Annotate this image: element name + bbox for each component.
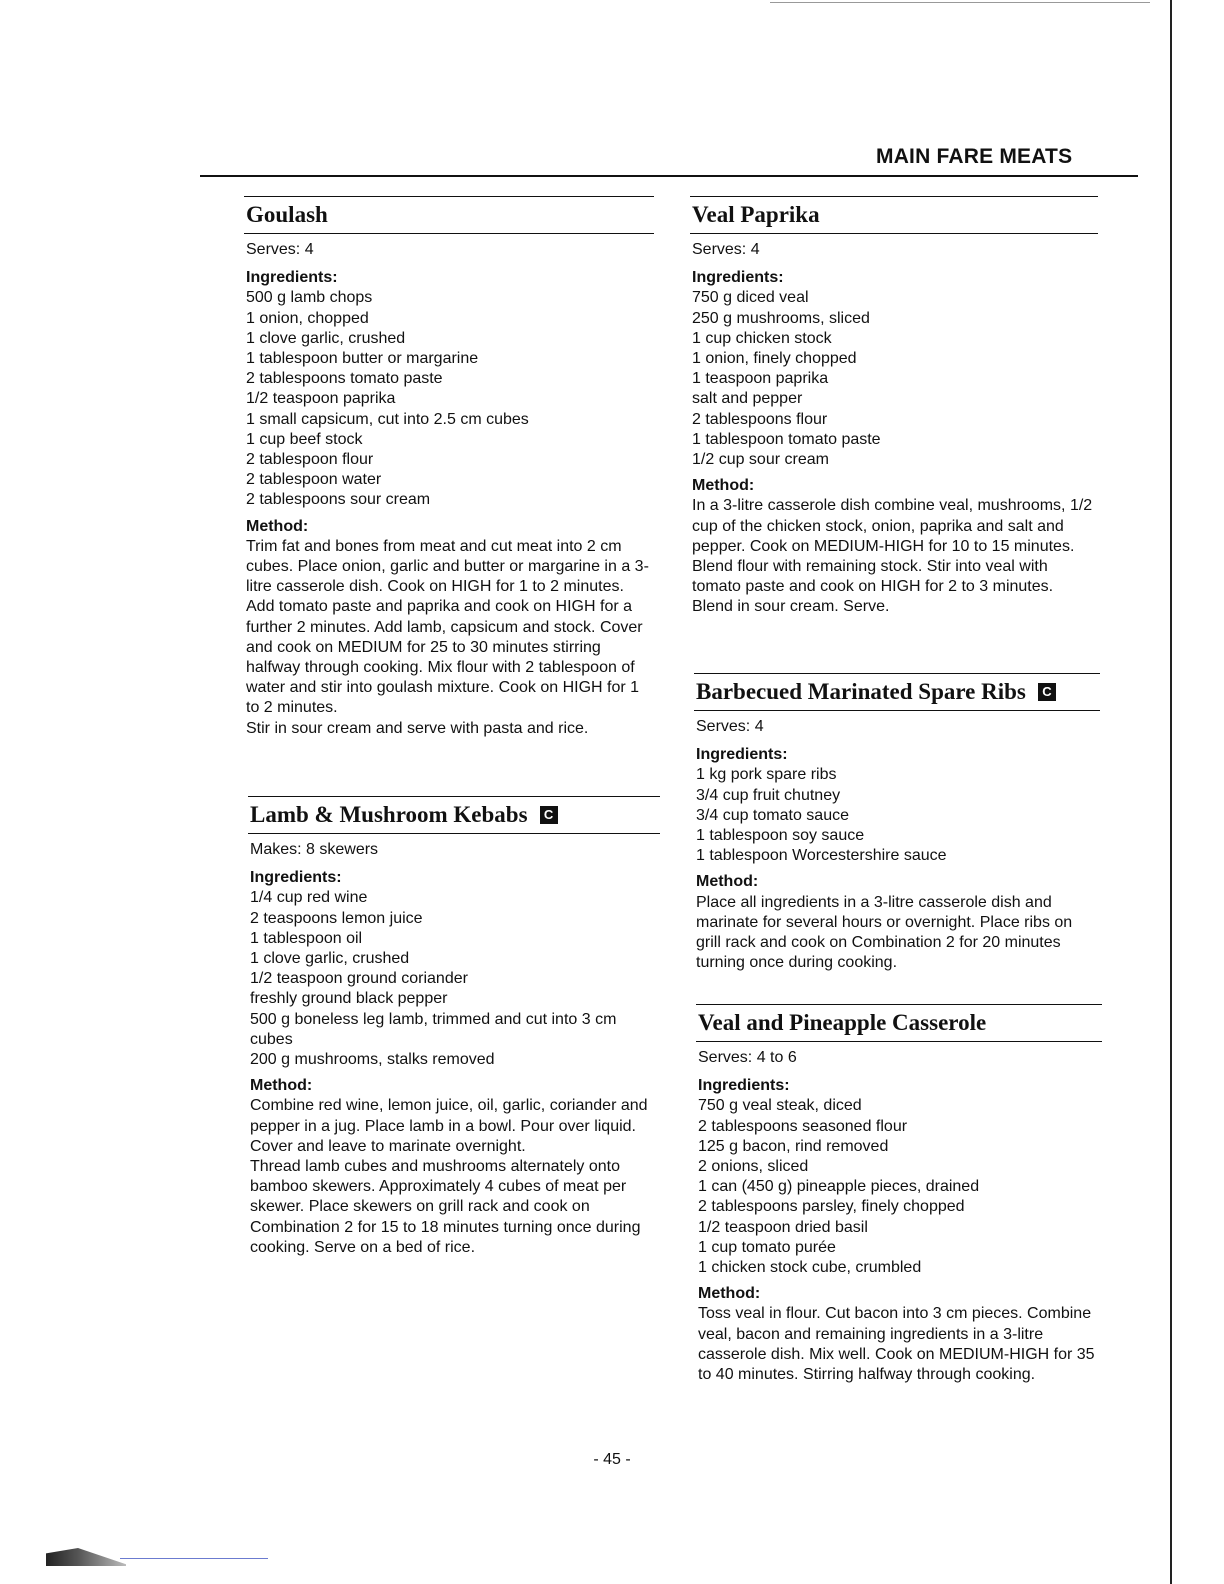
recipe-goulash xyxy=(244,196,654,739)
ingredient-item: 1 teaspoon paprika xyxy=(692,370,829,388)
ingredient-item: 1 tablespoon tomato paste xyxy=(692,430,881,448)
method-label: Method: xyxy=(246,517,309,535)
recipe-veal-paprika xyxy=(690,196,1098,618)
ingredient-item: 750 g veal steak, diced xyxy=(698,1097,862,1115)
ingredient-list xyxy=(696,765,1100,866)
ingredient-item: 1 cup beef stock xyxy=(246,430,363,448)
recipe-title-text: Goulash xyxy=(246,202,328,227)
ingredient-item: 500 g boneless leg lamb, trimmed and cut into 3 cm cubes xyxy=(250,1010,617,1048)
ingredient-item: 1 chicken stock cube, crumbled xyxy=(698,1259,922,1277)
ingredients-label: Ingredients: xyxy=(696,746,788,764)
ingredient-list xyxy=(698,1096,1102,1278)
ingredient-item: 2 teaspoons lemon juice xyxy=(250,909,423,927)
ingredients-label: Ingredients: xyxy=(250,869,342,887)
ingredient-item: 200 g mushrooms, stalks removed xyxy=(250,1051,495,1069)
ingredient-item: 3/4 cup tomato sauce xyxy=(696,806,849,824)
ingredient-list xyxy=(692,288,1098,470)
method-label: Method: xyxy=(696,873,759,891)
combination-badge-icon: C xyxy=(1038,683,1056,701)
ingredient-item: 1 clove garlic, crushed xyxy=(246,329,406,347)
ingredient-item: 1 onion, chopped xyxy=(246,309,369,327)
serves: Serves: 4 xyxy=(246,241,314,258)
method-label: Method: xyxy=(692,477,755,495)
page-number: - 45 - xyxy=(593,1451,631,1468)
ingredient-item: 1 tablespoon Worcestershire sauce xyxy=(696,847,947,865)
ingredient-item: 1 tablespoon oil xyxy=(250,929,363,947)
ingredient-item: 1 cup tomato purée xyxy=(698,1238,836,1256)
ingredient-item: 1/2 teaspoon ground coriander xyxy=(250,970,468,988)
method-text: Place all ingredients in a 3-litre casserole dish and marinate for several hours or overnight. Place ribs on grill rack and cook on Combination 2 for 20 minutes turning once during cooking. xyxy=(696,893,1073,972)
ingredient-list xyxy=(246,288,654,510)
title-rule-bottom xyxy=(690,233,1098,234)
ingredient-item: 1 kg pork spare ribs xyxy=(696,766,837,784)
ingredient-item: 1 can (450 g) pineapple pieces, drained xyxy=(698,1178,980,1196)
recipe-veal-pineapple-casserole xyxy=(696,1004,1102,1385)
ingredient-item: 500 g lamb chops xyxy=(246,289,373,307)
ingredient-item: 2 tablespoons tomato paste xyxy=(246,370,443,388)
ingredient-item: 1 small capsicum, cut into 2.5 cm cubes xyxy=(246,410,529,428)
ingredient-item: 1 clove garlic, crushed xyxy=(250,950,410,968)
ingredient-item: salt and pepper xyxy=(692,390,803,408)
method-text: In a 3-litre casserole dish combine veal, mushrooms, 1/2 cup of the chicken stock, onion, paprika and salt and pepper. Cook on MEDIUM-HIGH for 10 to 15 minutes. Blend flour with remaining stock. Stir into veal with tomato paste and cook on HIGH for 2 to 3 minutes. Blend in sour cream. Serve. xyxy=(692,497,1093,616)
method-text: Combine red wine, lemon juice, oil, garlic, coriander and pepper in a jug. Place lamb in a bowl. Pour over liquid. Cover and leave to marinate overnight. xyxy=(250,1097,648,1155)
recipe-title-text: Veal and Pineapple Casserole xyxy=(698,1010,987,1035)
method-label: Method: xyxy=(698,1285,761,1303)
title-rule-bottom xyxy=(696,1041,1102,1042)
serves: Serves: 4 xyxy=(696,718,764,735)
ingredients-label: Ingredients: xyxy=(692,269,784,287)
recipe-lamb-kebabs xyxy=(248,796,660,1258)
recipe-title-text: Barbecued Marinated Spare Ribs xyxy=(696,679,1026,704)
ingredient-item: freshly ground black pepper xyxy=(250,990,448,1008)
section-title: MAIN FARE MEATS xyxy=(876,145,1073,168)
method-text: Trim fat and bones from meat and cut meat into 2 cm cubes. Place onion, garlic and butter or margarine in a 3-litre casserole dish. Cook on HIGH for 1 to 2 minutes. Add tomato paste and paprika and cook on HIGH for a further 2 minutes. Add lamb, capsicum and stock. Cover and cook on MEDIUM for 25 to 30 minutes stirring halfway through cooking. Mix flour with 2 tablespoon of water and stir into goulash mixture. Cook on HIGH for 1 to 2 minutes. xyxy=(246,537,649,717)
ingredient-item: 2 tablespoon water xyxy=(246,471,382,489)
page-edge-line xyxy=(1170,0,1172,1584)
header-rule xyxy=(200,175,1138,177)
ingredient-list xyxy=(250,888,660,1070)
method-text-extra: Stir in sour cream and serve with pasta and rice. xyxy=(246,719,589,737)
recipe-title-text: Veal Paprika xyxy=(692,202,820,227)
scan-edge-line xyxy=(770,2,1150,3)
ingredients-label: Ingredients: xyxy=(246,269,338,287)
ingredient-item: 2 tablespoons parsley, finely chopped xyxy=(698,1198,965,1216)
ingredient-item: 1/2 cup sour cream xyxy=(692,451,829,469)
method-text-extra: Thread lamb cubes and mushrooms alternately onto bamboo skewers. Approximately 4 cubes of meat per skewer. Place skewers on grill rack and cook on Combination 2 for 15 to 18 minutes turning once during cooking. Serve on a bed of rice. xyxy=(250,1158,641,1256)
title-rule-bottom xyxy=(694,710,1100,711)
recipe-title xyxy=(694,674,1100,710)
recipe-title xyxy=(244,197,654,233)
title-rule-bottom xyxy=(248,833,660,834)
recipe-title-text: Lamb & Mushroom Kebabs xyxy=(250,802,528,827)
scan-underline xyxy=(120,1558,268,1559)
ingredient-item: 1/2 teaspoon dried basil xyxy=(698,1218,868,1236)
ingredient-item: 2 onions, sliced xyxy=(698,1158,809,1176)
ingredient-item: 250 g mushrooms, sliced xyxy=(692,309,870,327)
ingredient-item: 1 tablespoon soy sauce xyxy=(696,827,865,845)
ingredient-item: 1/2 teaspoon paprika xyxy=(246,390,396,408)
ingredient-item: 2 tablespoons sour cream xyxy=(246,491,431,509)
recipe-spare-ribs xyxy=(694,673,1100,973)
recipe-title xyxy=(248,797,660,833)
ingredient-item: 1 tablespoon butter or margarine xyxy=(246,350,479,368)
combination-badge-icon: C xyxy=(540,806,558,824)
ingredient-item: 1 cup chicken stock xyxy=(692,329,832,347)
serves: Serves: 4 xyxy=(692,241,760,258)
scan-smudge xyxy=(46,1548,126,1566)
ingredient-item: 750 g diced veal xyxy=(692,289,809,307)
ingredient-item: 125 g bacon, rind removed xyxy=(698,1137,889,1155)
recipe-title xyxy=(696,1005,1102,1041)
ingredient-item: 2 tablespoons flour xyxy=(692,410,828,428)
ingredient-item: 1 onion, finely chopped xyxy=(692,350,857,368)
ingredient-item: 3/4 cup fruit chutney xyxy=(696,786,841,804)
ingredient-item: 1/4 cup red wine xyxy=(250,889,368,907)
method-text: Toss veal in flour. Cut bacon into 3 cm pieces. Combine veal, bacon and remaining ingredients in a 3-litre casserole dish. Mix well. Cook on MEDIUM-HIGH for 35 to 40 minutes. Stirring halfway through cooking. xyxy=(698,1305,1095,1384)
serves: Makes: 8 skewers xyxy=(250,841,379,858)
ingredient-item: 2 tablespoons seasoned flour xyxy=(698,1117,908,1135)
ingredients-label: Ingredients: xyxy=(698,1077,790,1095)
recipe-title xyxy=(690,197,1098,233)
method-label: Method: xyxy=(250,1077,313,1095)
title-rule-bottom xyxy=(244,233,654,234)
serves: Serves: 4 to 6 xyxy=(698,1049,797,1066)
ingredient-item: 2 tablespoon flour xyxy=(246,451,374,469)
